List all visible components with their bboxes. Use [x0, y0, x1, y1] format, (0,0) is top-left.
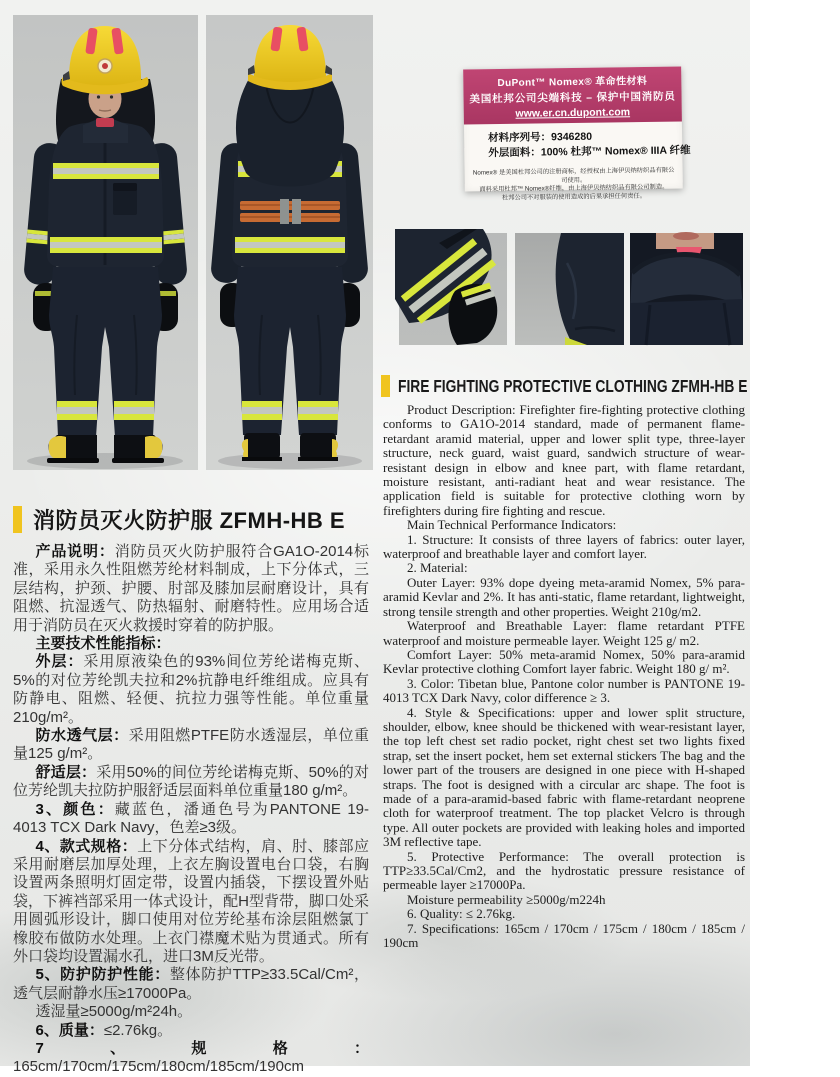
photo-front-view	[13, 15, 198, 470]
en-paragraph: Outer Layer: 93% dope dyeing meta-aramid Nomex, 5% para-aramid Kevlar and 2%. It has anti-static, flame retardant, lightweight, strong tensile strength and other properties. Weight 210g/m2.	[383, 574, 745, 619]
label-header	[463, 66, 682, 124]
en-paragraph: 1. Structure: It consists of three layers of fabrics: outer layer, waterproof and breathable layer and comfort layer.	[383, 531, 745, 562]
en-paragraph: Main Technical Performance Indicators:	[407, 517, 617, 533]
cn-paragraph: 外层：采用原液染色的93%间位芳纶诺梅克斯、5%的对位芳纶凯夫拉和2%抗静电纤维组成。应具有防静电、阻燃、轻便、抗拉力强等性能。单位重量210g/m²。	[13, 653, 369, 726]
en-page-title: FIRE FIGHTING PROTECTIVE CLOTHING ZFMH-HB E	[398, 375, 748, 396]
en-paragraph: 6. Quality: ≤ 2.76kg.	[407, 906, 516, 922]
cn-paragraph: 4、款式规格：上下分体式结构，肩、肘、膝部应采用耐磨层加厚处理，上衣左胸设置电台口袋，右胸设置两条照明灯固定带，设置内插袋，下摆设置外贴袋，下裤裆部采用一体式设计，配H型背带，脚口处采用圆弧形设计，脚口使用对位芳纶基布涂层阻燃氯丁橡胶布做防水处理。上衣门襟魔术贴为贯通式。所有外口袋均设置漏水孔，进口3M反光带。	[13, 837, 369, 965]
back-hood	[236, 77, 344, 187]
photo-closeup-glove-cuff	[399, 233, 507, 345]
photo-back-view	[206, 15, 373, 470]
en-paragraph: Comfort Layer: 50% meta-aramid Nomex, 50% para-aramid Kevlar protective clothing Comfort layer fabric. Weight 180 g/ m².	[383, 646, 745, 677]
en-paragraph: 7. Specifications: 165cm / 170cm / 175cm / 180cm / 185cm / 190cm	[383, 920, 745, 951]
en-paragraph: Waterproof and Breathable Layer: flame retardant PTFE waterproof and moisture permeable layer. Weight 125 g/ m2.	[383, 618, 745, 648]
en-paragraph: 2. Material:	[407, 560, 468, 576]
en-paragraph: Product Description: Firefighter fire-fighting protective clothing conforms to GA1O-2014 standard, made of permanent flame-retardant aramid material, upper and lower split type, three-layer structure, neck guard, waist guard, sandwich structure of wear-resistant design in elbow and knee part, with flame retardant, moisture resistant, anti-radiant heat and wear resistance. The application field is suitable for protective clothing worn by firefighters during fire fighting and rescue.	[383, 402, 745, 518]
cn-paragraph: 主要技术性能指标：	[35, 635, 171, 653]
cn-paragraph: 防水透气层：采用阻燃PTFE防水透湿层，单位重量125 g/m²。	[13, 727, 369, 763]
dupont-nomex-label	[463, 66, 691, 202]
photo-closeup-knee	[515, 233, 624, 345]
cn-paragraph: 3、颜色：藏蓝色，潘通色号为PANTONE 19-4013 TCX Dark Navy，色差≥3级。	[13, 800, 369, 837]
cn-section-title-row	[13, 504, 345, 535]
cn-paragraph: 透湿量≥5000g/m²24h。	[35, 1003, 193, 1021]
label-serial-row: 材料序列号：9346280	[488, 130, 593, 145]
en-paragraph: 5. Protective Performance: The overall protection is TTP≥33.5Cal/Cm2, and the hydrostatic pressure resistance of permeable layer ≥17000Pa.	[383, 848, 745, 893]
cn-paragraph: 7、规格：165cm/170cm/175cm/180cm/185cm/190cm	[13, 1039, 369, 1076]
label-fine-line: 杜邦公司不对服装的使用造成的后果承担任何责任。	[501, 192, 647, 202]
label-headline: DuPont™ Nomex® 革命性材料	[497, 75, 648, 90]
cn-paragraph: 舒适层：采用50%的间位芳纶诺梅克斯、50%的对位芳纶凯夫拉防护服舒适层面料单位重量180 g/m²。	[13, 763, 369, 800]
en-paragraph: 3. Color: Tibetan blue, Pantone color number is PANTONE 19-4013 TCX Dark Navy, color difference ≥ 3.	[383, 675, 745, 706]
cn-paragraph: 产品说明：消防员灭火防护服符合GA1O-2014标准，采用永久性阻燃芳纶材料制成，上下分体式，三层结构，护颈、护腰、肘部及膝加层耐磨设计，具有阻燃、抗湿透气、防热辐射、耐磨特性。应用场合适用于消防员在灭火救援时穿着的防护服。	[13, 543, 369, 634]
label-subheadline: 美国杜邦公司尖端科技 – 保护中国消防员	[469, 90, 676, 106]
label-fine-print	[467, 161, 681, 204]
yellow-bar-icon	[381, 375, 390, 397]
label-fabric-row: 外层面料：100% 杜邦™ Nomex® IIIA 纤维	[488, 144, 691, 160]
label-url: www.er.cn.dupont.com	[515, 106, 631, 120]
cn-text-column	[13, 543, 369, 1077]
en-section-title-row	[381, 375, 840, 397]
cn-paragraph: 6、质量：≤2.76kg。	[35, 1021, 173, 1039]
en-paragraph: 4. Style & Specifications: upper and lower split structure, shoulder, elbow, knee should be thickened with wear-resistant layer, the top left chest set radio pocket, right chest set two lights fixed strap, set the insert pocket, hem set external stickers The bag and the lower part of the trousers are designed in one piece with H-shaped straps. The foot is designed with a circular arc shape. The foot is made of a para-aramid-based fabric with flame-retardant neoprene cloth for waterproof treatment. The top placket Velcro is through type. All outer pockets are provided with leaking holes and imported 3M reflective tape.	[383, 704, 745, 850]
label-fine-line: Nomex® 是美国杜邦公司的注册商标，经授权由上海伊贝纳纺织品有限公司使用。	[472, 166, 675, 184]
cn-paragraph: 5、防护防护性能：整体防护TTP≥33.5Cal/Cm²，透气层耐静水压≥17000Pa。	[13, 966, 369, 1002]
cn-page-title: 消防员灭火防护服 ZFMH-HB E	[33, 508, 346, 533]
photo-closeup-collar	[630, 233, 743, 345]
en-paragraph: Moisture permeability ≥5000g/m224h	[407, 891, 606, 907]
label-fine-line: 面料采用杜邦™ Nomex®纤维，由上海伊贝纳纺织品有限公司制造。	[479, 183, 669, 194]
yellow-bar-icon	[13, 506, 22, 533]
en-text-column	[383, 403, 745, 950]
label-body	[464, 121, 691, 163]
